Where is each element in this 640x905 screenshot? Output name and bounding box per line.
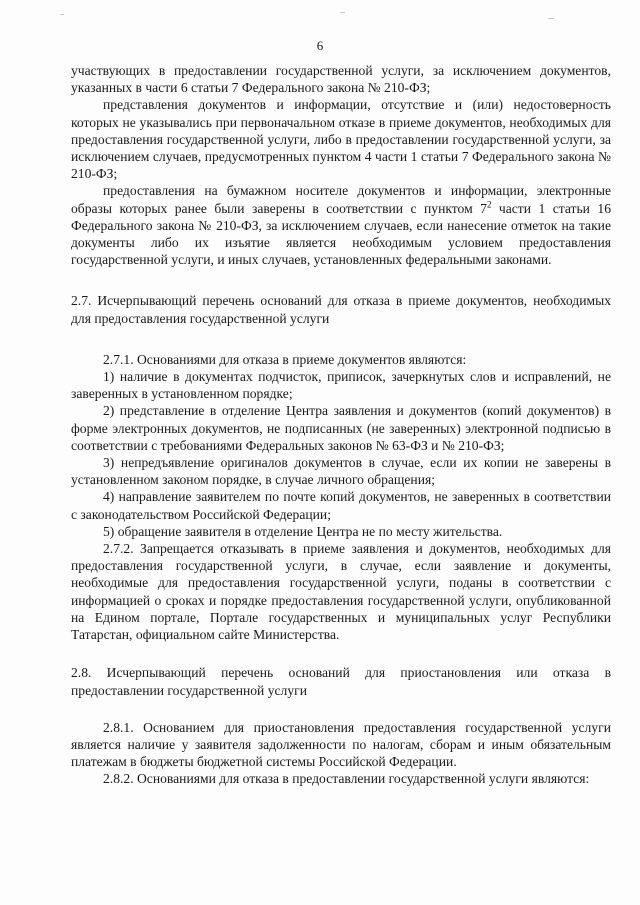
scan-speck bbox=[548, 18, 554, 19]
list-item: 3) непредъявление оригиналов документов в случае, если их копии не заверены в установленном законом порядке, в случае личного обращения; bbox=[71, 455, 611, 488]
list-item: 4) направление заявителем по почте копий документов, не заверенных в соответствии с законодательством Российской Федерации; bbox=[71, 489, 611, 522]
scan-speck bbox=[60, 14, 64, 15]
superscript: 2 bbox=[486, 199, 492, 210]
paragraph bbox=[71, 182, 611, 268]
document-body bbox=[71, 62, 611, 788]
paragraph: представления документов и информации, отсутствие и (или) недостоверность которых не указывались при первоначальном отказе в приеме документов, необходимых для предоставления государственной услуги, либо в предоставлении государственной услуги, за исключением случаев, предусмотренных пунктом 4 части 1 статьи 7 Федерального закона № 210-ФЗ; bbox=[71, 97, 611, 182]
paragraph: 2.8.2. Основаниями для отказа в предоставлении государственной услуги являются: bbox=[103, 771, 590, 787]
paragraph: 2.7.2. Запрещается отказывать в приеме заявления и документов, необходимых для предоставления государственной услуги, в случае, если заявление и документы, необходимые для предоставления государственной услуги, поданы в соответствии с информацией о сроках и порядке предоставления государственной услуги, опубликованной на Едином портале, Портале государственных и муниципальных услуг Республики Татарстан, официальном сайте Министерства. bbox=[71, 541, 611, 643]
paragraph-text: предоставления на бумажном носителе документов и информации, электронные образы которых ранее были заверены в соответствии с пунктом 7 bbox=[71, 183, 611, 216]
paragraph-text: части 1 статьи 16 Федерального закона № 210-ФЗ, за исключением случаев, если нанесение отметок на такие документы либо их изъятие является необходимым условием предоставления государственной услуги, и иных случаев, установленных федеральными законами. bbox=[71, 200, 612, 268]
page-number: 6 bbox=[316, 38, 324, 53]
scan-speck bbox=[340, 12, 345, 13]
paragraph: 2.8.1. Основанием для приостановления предоставления государственной услуги является наличие у заявителя задолженности по налогам, сборам и иным обязательным платежам в бюджеты бюджетной системы Российской Федерации. bbox=[71, 719, 611, 770]
list-item: 5) обращение заявителя в отделение Центра не по месту жительства. bbox=[103, 523, 503, 539]
list-item: 2) представление в отделение Центра заявления и документов (копий документов) в форме электронных документов, не подписанных (не заверенных) электронной подписью в соответствии с требованиями Федеральных законов № 63-ФЗ и № 210-ФЗ; bbox=[71, 403, 611, 453]
section-heading: 2.7. Исчерпывающий перечень оснований для отказа в приеме документов, необходимых для предоставления государственной услуги bbox=[71, 293, 611, 326]
list-item: 1) наличие в документах подчисток, приписок, зачеркнутых слов и исправлений, не заверенных в установленном порядке; bbox=[71, 369, 611, 402]
section-heading: 2.8. Исчерпывающий перечень оснований для приостановления или отказа в предоставлении государственной услуги bbox=[71, 665, 611, 698]
paragraph: участвующих в предоставлении государственной услуги, за исключением документов, указанных в части 6 статьи 7 Федерального закона № 210-ФЗ; bbox=[71, 63, 611, 96]
paragraph: 2.7.1. Основаниями для отказа в приеме документов являются: bbox=[103, 351, 467, 367]
